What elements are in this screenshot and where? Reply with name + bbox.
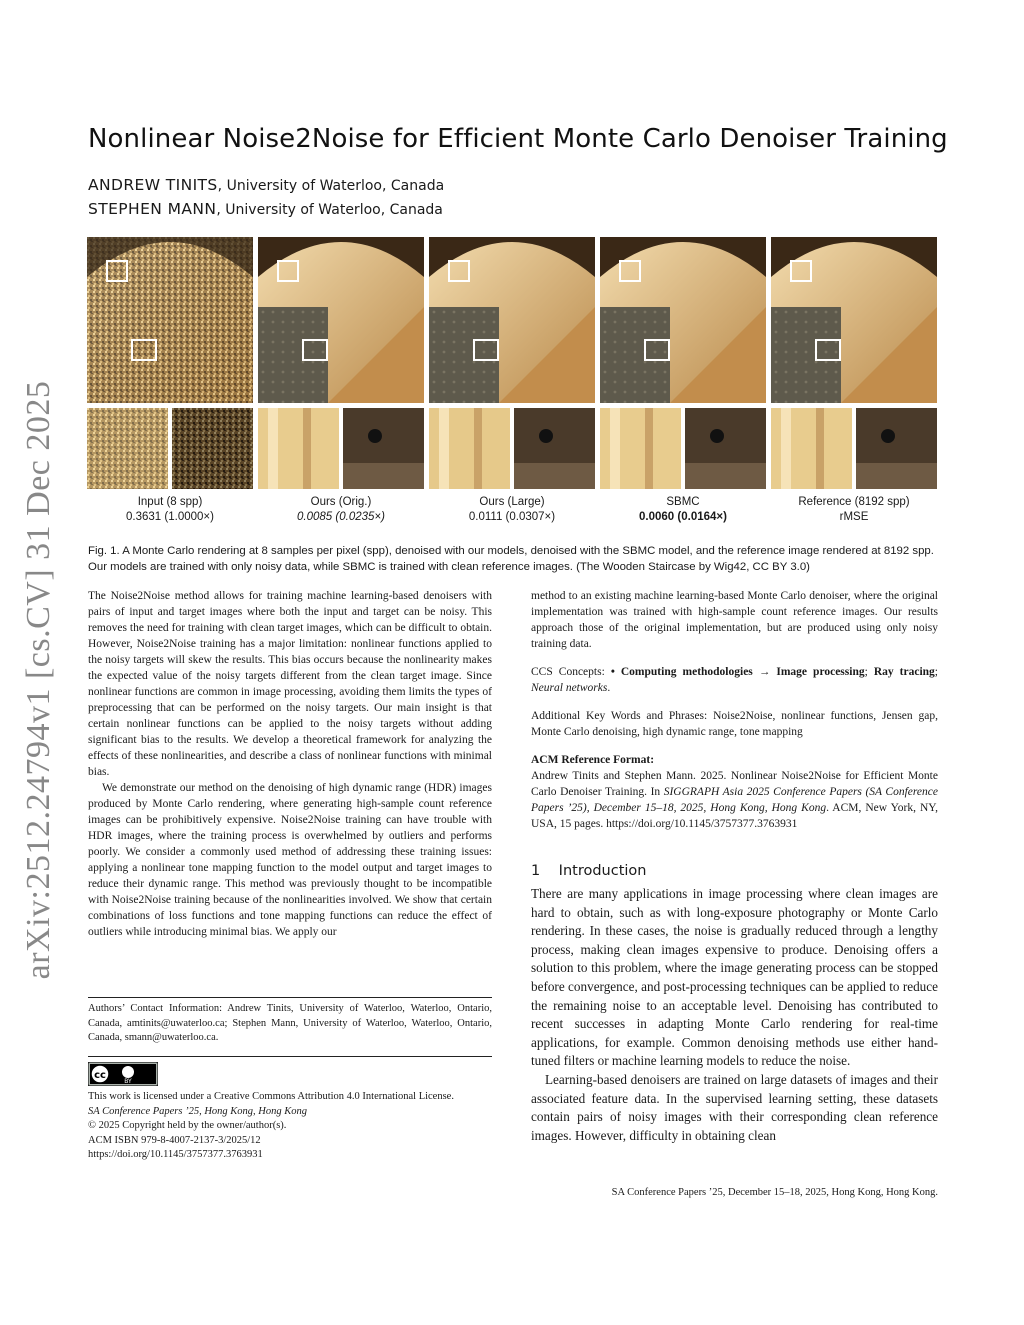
- zoom-crop-lamp: [685, 408, 766, 489]
- ccs-separator: ;: [864, 666, 874, 678]
- by-text: BY: [124, 1078, 132, 1085]
- ccs-concept-3: Neural networks: [531, 682, 608, 694]
- authors-contact: Authors’ Contact Information: Andrew Tinits, University of Waterloo, Waterloo, Ontario, Canada, amtinits@uwaterloo.ca; Stephen Mann, University of Waterloo, Waterloo, Ontario, Canada, smann@uwaterloo.ca.: [88, 1003, 492, 1043]
- figure-caption-text: A Monte Carlo rendering at 8 samples per pixel (spp), denoised with our models, denoised with the SBMC model, and the reference image rendered at 8192 spp. Our models are trained with only noisy data, while SBMC is trained with clean reference images. (The Wooden Staircase by Wig42, CC BY 3.0): [88, 545, 934, 573]
- panel-metric: 0.3631 (1.0000×): [126, 511, 214, 523]
- panel-caption: [761, 495, 947, 525]
- zoom-crop-lamp: [856, 408, 937, 489]
- ccs-concept-2: Ray tracing: [873, 666, 935, 678]
- zoom-crop-banister: [771, 408, 852, 489]
- panel-label: Reference (8192 spp): [798, 496, 910, 508]
- ccs-separator: ;: [934, 666, 938, 678]
- arxiv-identifier: arXiv:2512.24794v1 [cs.CV] 31 Dec 2025: [20, 380, 57, 980]
- figure-panel-reference: [771, 237, 937, 523]
- section-heading-introduction: [531, 863, 646, 879]
- figure-panel-sbmc: [600, 237, 766, 523]
- section-title: Introduction: [558, 863, 647, 879]
- license-doi: https://doi.org/10.1145/3757377.3763931: [88, 1149, 263, 1160]
- figure-panel-ours-orig: [258, 237, 424, 523]
- license-copyright: © 2025 Copyright held by the owner/author(s).: [88, 1120, 287, 1131]
- license-line: This work is licensed under a Creative Commons Attribution 4.0 International License.: [88, 1091, 454, 1102]
- reference-text: Andrew Tinits and Stephen Mann. 2025. Nonlinear Noise2Noise for Efficient Monte Carlo Denoiser Training. In: [531, 770, 938, 798]
- staircase-render: [258, 237, 424, 403]
- license-venue: SA Conference Papers ’25, Hong Kong, Hong Kong: [88, 1105, 308, 1117]
- zoom-crop-lamp: [172, 408, 253, 489]
- keywords: Additional Key Words and Phrases: Noise2Noise, nonlinear functions, Jensen gap, Monte Carlo denoising, high dynamic range, tone mapping: [531, 710, 938, 738]
- panel-label: Ours (Orig.): [310, 496, 372, 508]
- paper-title: Nonlinear Noise2Noise for Efficient Monte Carlo Denoiser Training: [88, 124, 948, 154]
- figure-panel-ours-large: [429, 237, 595, 523]
- author-name: STEPHEN MANN: [88, 200, 217, 218]
- zoom-crop-banister: [258, 408, 339, 489]
- arxiv-sidebar: [14, 370, 64, 990]
- zoom-crop-banister: [429, 408, 510, 489]
- license-divider: [88, 1056, 492, 1057]
- figure-panel-input: [87, 237, 253, 523]
- figure-caption-label: Fig. 1.: [88, 545, 120, 557]
- author-2: [88, 200, 788, 218]
- panel-caption: [419, 495, 605, 525]
- panel-label: SBMC: [666, 496, 700, 508]
- zoom-crop-banister: [87, 408, 168, 489]
- staircase-render: [600, 237, 766, 403]
- ccs-label: CCS Concepts:: [531, 666, 611, 678]
- reference-venue: SIGGRAPH Asia 2025 Conference Papers (SA Conference Papers ’25), December 15–18, 2025, Hong Kong, Hong Kong: [531, 786, 938, 814]
- panel-label: Input (8 spp): [137, 496, 203, 508]
- zoom-crop-lamp: [514, 408, 595, 489]
- cc-text: cc: [94, 1070, 106, 1081]
- figure-caption: [88, 543, 938, 575]
- ccs-concept-1: • Computing methodologies → Image processing: [610, 666, 865, 678]
- panel-metric: rMSE: [839, 511, 869, 523]
- cc-by-badge: [88, 1062, 158, 1086]
- staircase-render: [429, 237, 595, 403]
- intro-paragraph-2: Learning-based denoisers are trained on large datasets of images and their associated feature data. In the supervised learning setting, these datasets contain pairs of noisy images with their corresponding clean reference images. However, difficulty in obtaining clean: [531, 1071, 938, 1143]
- intro-paragraph-1: There are many applications in image processing where clean images are hard to obtain, such as with long-exposure photography or Monte Carlo rendering. In these cases, the noise is gradually reduced through a lengthy process, making clean images expensive to produce. Denoising offers a solution to this problem, where the image generating process can be stopped before convergence, and post-processing techniques can be applied to reduce the remaining noise to an acceptable level. Denoising has contributed to recent successes in adapting Monte Carlo rendering for real-time applications, for example. Common denoising methods use either hand-tuned filters or machine learning models to reduce the noise.: [531, 886, 938, 1069]
- staircase-render: [771, 237, 937, 403]
- ccs-concepts: [531, 664, 938, 696]
- introduction-body: [531, 885, 938, 1145]
- panel-metric: 0.0060 (0.0164×): [639, 511, 727, 523]
- panel-metric: 0.0111 (0.0307×): [468, 511, 556, 523]
- zoom-crop-banister: [600, 408, 681, 489]
- author-affiliation: , University of Waterloo, Canada: [216, 202, 443, 218]
- acm-reference-heading: ACM Reference Format:: [531, 754, 655, 766]
- page-footer: SA Conference Papers ’25, December 15–18, 2025, Hong Kong, Hong Kong.: [611, 1187, 938, 1198]
- panel-caption: [590, 495, 776, 525]
- abstract-left-column: [88, 588, 492, 940]
- abstract-paragraph-1: The Noise2Noise method allows for training machine learning-based denoisers with pairs of input and target images where both the input and target can be noisy. This removes the need for training with clean target images, which can be difficult to obtain. However, Noise2Noise training has a major limitation: nonlinear functions applied to the noisy targets will skew the results. This bias occurs because the nonlinearity makes the expected value of the noisy targets different from the clean target image. Since nonlinear functions are common in image processing, avoiding them limits the types of preprocessing that can be performed on the noisy targets. Our main insight is that certain nonlinear functions can be applied to the noisy targets without adding significant bias to the results. We develop a theoretical framework for analyzing the effects of these nonlinearities, and describe a class of nonlinear functions with minimal bias.: [88, 590, 492, 778]
- panel-metric: 0.0085 (0.0235×): [297, 511, 385, 523]
- staircase-render: [87, 237, 253, 403]
- footnote-divider: [88, 997, 492, 998]
- abstract-paragraph-3: method to an existing machine learning-based Monte Carlo denoiser, where the original implementation was trained with high-sample count reference images. Our results approach those of the original implementation, but are produced using only noisy training data.: [531, 590, 938, 650]
- panel-caption: [248, 495, 434, 525]
- abstract-right-column: [531, 588, 938, 832]
- acm-reference: [531, 752, 938, 832]
- license-block: [88, 1090, 508, 1163]
- zoom-crop-lamp: [343, 408, 424, 489]
- abstract-paragraph-2: We demonstrate our method on the denoising of high dynamic range (HDR) images produced by Monte Carlo rendering, where generating high-sample count reference images can be prohibitively expensive. Noise2Noise training can have trouble with HDR images, where the training process is overwhelmed by outliers and performs poorly. We consider a commonly used method of addressing these training issues: applying a nonlinear tone mapping function to the model output and target images to reduce their dynamic range. This method was previously thought to be incompatible with Noise2Noise training because of the nonlinearities involved. We show that certain combinations of loss functions and tone mapping functions can reduce the effect of outliers while introducing minimal bias. We apply our: [88, 782, 492, 938]
- ccs-end: .: [607, 682, 611, 694]
- author-name: ANDREW TINITS: [88, 176, 218, 194]
- panel-label: Ours (Large): [479, 496, 545, 508]
- section-number: 1: [531, 863, 541, 879]
- author-affiliation: , University of Waterloo, Canada: [217, 178, 445, 194]
- panel-caption: [77, 495, 263, 525]
- author-1: [88, 176, 788, 194]
- reference-doi: . ACM, New York, NY, USA, 15 pages. https://doi.org/10.1145/3757377.3763931: [531, 802, 938, 830]
- license-isbn: ACM ISBN 979-8-4007-2137-3/2025/12: [88, 1134, 261, 1146]
